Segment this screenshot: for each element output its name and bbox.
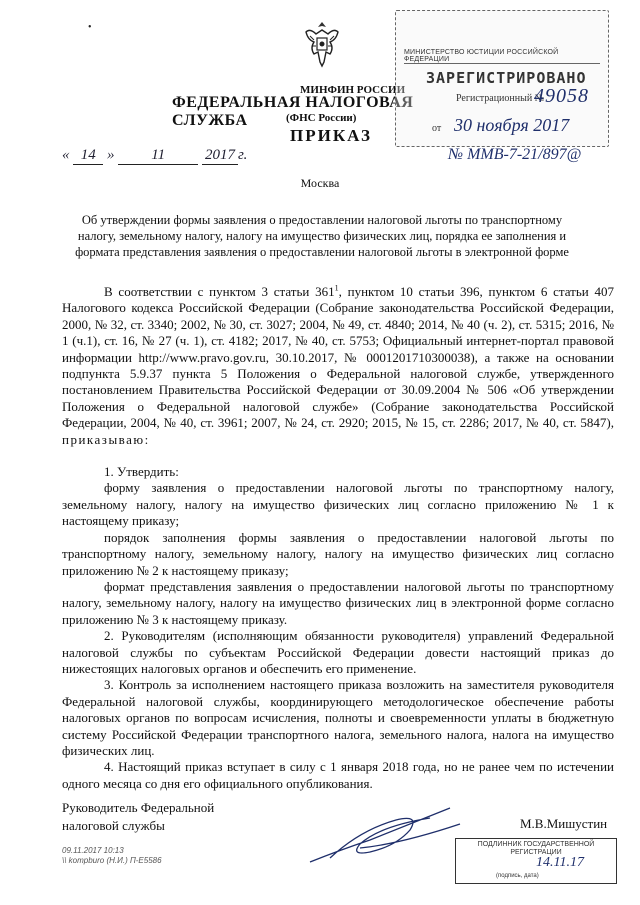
copy-stamp-date: 14.11.17 xyxy=(536,855,584,870)
service-abbr: (ФНС России) xyxy=(286,112,357,124)
stamp-number-label: Регистрационный № xyxy=(456,93,545,104)
order-date xyxy=(62,147,247,165)
superscript: 1 xyxy=(334,283,339,293)
date-month: 11 xyxy=(118,147,198,165)
orders-word: приказываю: xyxy=(62,431,150,447)
signature-icon xyxy=(300,800,470,870)
list-item: форму заявления о предоставлении налоговой льготы по транспортному налогу, земельному налогу, налогу на имущество физических лиц согласно приложению № 1 к настоящему приказу; xyxy=(62,480,614,529)
date-suffix: г. xyxy=(238,147,248,163)
list-item: порядок заполнения формы заявления о предоставлении налоговой льготы по транспортному налогу, земельному налогу, налогу на имущество физических лиц согласно приложению № 2 к настоящему приказу; xyxy=(62,529,614,578)
file-meta: 09.11.2017 10:13 \\ kompburo (Н.И.) П-Е5586 xyxy=(62,846,162,865)
stamp-date-label: от xyxy=(432,123,442,134)
list-item: 2. Руководителям (исполняющим обязанности руководителя) управлений Федеральной налоговой службы по субъектам Российской Федерации довести настоящий приказ до нижестоящих налоговых органов и обеспечить его применение. xyxy=(62,628,614,676)
doc-number: № ММВ-7-21/897@ xyxy=(448,146,582,163)
signatory-position: Руководитель Федеральной налоговой службы xyxy=(62,800,215,833)
preamble: В соответствии с пунктом 3 статьи $361^1$, пунктом 10 статьи 396, пунктом 6 статьи 407 Налогового кодекса Российской Федерации (Собрание законодательства Российской Федерации, 2000, № 32, ст. 3340; 2002, № 30, ст. 3027; 2004, № 49, ст. 4840; 2014, № 40 (ч. 2), ст. 5315; 2016, № 1 (ч.1), ст. 16, № 27 (ч. 1), ст. 4182; 2017, № 40, ст. 5753; Официальный интернет-портал правовой информации http://www.pravo.gov.ru, 30.10.2017, № 0001201710300038), а также на основании подпункта 5.9.37 пункта 5 Положения о Федеральной налоговой службе, утвержденного постановлением Правительства Российской Федерации от 30.09.2004 № 506 «Об утверждении Положения о Федеральной налоговой службе» (Собрание законодательства Российской Федерации, 2004, № 40, ст. 3961; 2007, № 24, ст. 2920; 2015, № 15, ст. 2286; 2017, № 40, ст. 5847), приказываю: xyxy=(62,283,614,447)
stamp-status: ЗАРЕГИСТРИРОВАНО xyxy=(426,69,587,87)
copy-stamp-text: ПОДЛИННИК ГОСУДАРСТВЕННОЙ РЕГИСТРАЦИИ xyxy=(477,841,595,856)
date-day: 14 xyxy=(73,147,103,165)
date-year: 2017 xyxy=(202,147,238,165)
city: Москва xyxy=(300,176,340,190)
service-name: ФЕДЕРАЛЬНАЯ НАЛОГОВАЯ СЛУЖБА xyxy=(172,94,414,129)
copy-stamp-sign: (подпись, дата) xyxy=(496,873,539,879)
ministry-name: МИНФИН РОССИИ xyxy=(300,84,406,96)
signatory-name: М.В.Мишустин xyxy=(520,816,608,831)
list-item: формат представления заявления о предоставлении налоговой льготы по транспортному налогу, земельному налогу, налогу на имущество физических лиц в электронной форме согласно приложению № 3 к настоящему приказу. xyxy=(62,578,614,627)
coat-of-arms-icon xyxy=(300,18,344,70)
copy-stamp xyxy=(455,838,617,884)
date-open-quote: « xyxy=(62,147,70,163)
doc-type: ПРИКАЗ xyxy=(290,126,372,145)
stamp-date: 30 ноября 2017 xyxy=(454,115,570,135)
list-item: 1. Утвердить: xyxy=(104,464,179,480)
stamp-ministry: МИНИСТЕРСТВО ЮСТИЦИИ РОССИЙСКОЙ ФЕДЕРАЦИИ xyxy=(404,49,600,64)
date-close-quote: » xyxy=(107,147,115,163)
order-body xyxy=(62,284,614,792)
list-item: 4. Настоящий приказ вступает в силу с 1 января 2018 года, но не ранее чем по истечении одного месяца со дня его официального опубликования. xyxy=(62,759,614,791)
order-title: Об утверждении формы заявления о предоставлении налоговой льготы по транспортному налогу, земельному налогу, налогу на имущество физических лиц, порядка ее заполнения и формата представления заявления о предоставлении налоговой льготы в электронной форме xyxy=(75,213,569,259)
registration-stamp xyxy=(395,10,609,147)
corner-mark: • xyxy=(88,22,92,33)
stamp-number: 49058 xyxy=(534,85,589,107)
list-item: 3. Контроль за исполнением настоящего приказа возложить на заместителя руководителя Федеральной налоговой службы, координирующего методологическое обеспечение работы налоговых органов по вопросам исчисления, полноты и своевременности уплаты в бюджетную систему Российской Федерации транспортного налога, земельного налога, налога на имущество физических лиц. xyxy=(62,677,614,758)
